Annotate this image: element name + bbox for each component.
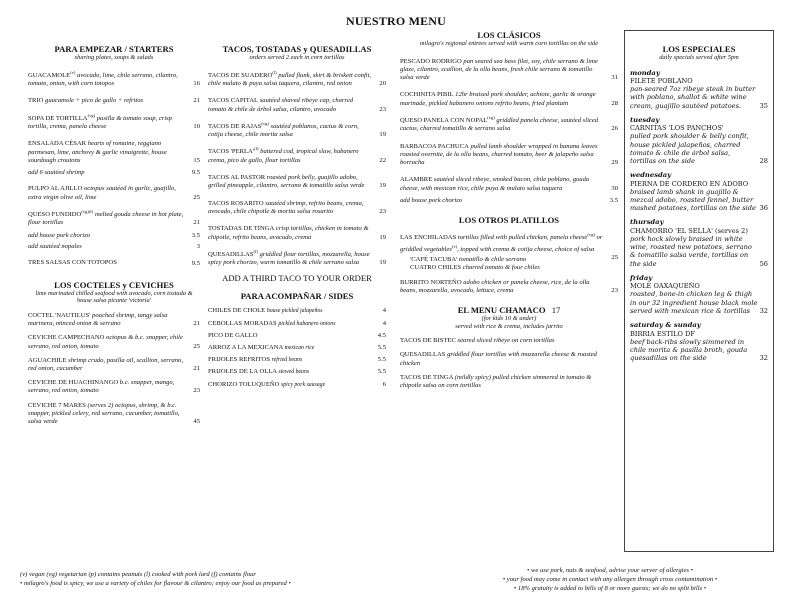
chamaco-price: 17 bbox=[551, 304, 561, 315]
allergy-block bbox=[440, 566, 780, 593]
salsa-option bbox=[410, 264, 604, 272]
salsa-options bbox=[400, 256, 604, 272]
item-desc: 12hr braised pork shoulder, achiote, garlic & orange marinade, pickled habanero onions refrito beans, fried plantain bbox=[400, 91, 596, 107]
especiales-list bbox=[630, 69, 768, 363]
chamaco-subtitle-2: served with rice & crema, includes jarrito bbox=[455, 322, 563, 330]
item-name: CEVICHE CAMPECHANO bbox=[28, 334, 105, 342]
side-desc: pickled habanero onions bbox=[278, 320, 336, 327]
especiales-title: LOS ESPECIALES bbox=[662, 44, 736, 54]
special-price: 35 bbox=[759, 101, 768, 110]
clasico-item bbox=[400, 173, 618, 193]
enchiladas-name: LAS ENCHILADAS bbox=[400, 234, 457, 242]
special-3 bbox=[630, 218, 768, 267]
item-price: 45 bbox=[193, 417, 200, 425]
kids-item bbox=[400, 337, 618, 345]
special-price: 32 bbox=[759, 307, 768, 316]
side-item bbox=[208, 356, 386, 364]
item-name: COCTEL 'NAUTILUS' bbox=[28, 311, 91, 319]
side-name: FRIJOLES DE LA OLLA bbox=[208, 368, 277, 376]
item-desc: sautéed sliced ribeye, smoked bacon, chile poblano, gouda cheese, with mexican rice, chile puya & mulato salsa taquera bbox=[400, 176, 590, 192]
item-desc: add house pork chorizo bbox=[400, 197, 463, 205]
item-price: 3 bbox=[196, 243, 200, 251]
special-price: 32 bbox=[759, 354, 768, 363]
kids-item bbox=[400, 351, 618, 367]
special-1 bbox=[630, 116, 768, 165]
item-desc: octopus & b.c. snapper, chile serrano, red onion, tomato bbox=[28, 334, 183, 350]
taco-item bbox=[208, 222, 386, 242]
starter-item bbox=[28, 208, 200, 228]
special-dish: CHAMORRO 'EL SELLA' (serves 2) bbox=[630, 226, 748, 235]
starter-item bbox=[28, 182, 200, 202]
clasico-item bbox=[400, 114, 618, 134]
vegetarian-mark: (vg) bbox=[587, 232, 595, 238]
dietary-mark: (vg)(f) bbox=[81, 208, 94, 214]
item-desc: hearts of romaine, reggiano parmesan, lime, anchovy & garlic vinaigrette, house sourdough croutons bbox=[28, 140, 167, 164]
starter-item bbox=[28, 137, 200, 165]
item-desc: sautéed shrimp, refrito beans, crema, avocado, chile chipotle & morita salsa rosarito bbox=[208, 199, 364, 215]
item-name: TRIO bbox=[28, 97, 44, 105]
ceviche-item bbox=[28, 312, 200, 328]
side-item bbox=[208, 368, 386, 376]
item-price: 20 bbox=[379, 79, 386, 87]
special-desc: pulled pork shoulder & belly confit, house pickled jalapeños, charred tomato & chile de árbol salsa, tortillas on the side bbox=[630, 132, 749, 166]
special-dish: CARNITAS 'LOS PANCHOS' bbox=[630, 124, 724, 133]
salsa-desc: charred tomato & four chiles bbox=[462, 264, 540, 272]
special-price: 56 bbox=[759, 259, 768, 268]
item-name: CEVICHE 7 MARES bbox=[28, 401, 86, 409]
tacos-title: TACOS, TOSTADAS y QUESADILLAS bbox=[222, 44, 372, 54]
item-desc: roasted pork belly, guajillo adobo, grilled pineapple, cilantro, serrano & tomatillo salsa verde bbox=[208, 174, 365, 190]
item-desc: add sautéed nopales bbox=[28, 243, 82, 251]
dietary-mark: (vg) bbox=[261, 120, 269, 126]
salsa-option bbox=[410, 256, 604, 264]
starter-item bbox=[28, 166, 200, 177]
clasico-item bbox=[400, 194, 618, 205]
special-day: friday bbox=[630, 273, 653, 282]
item-price: 16 bbox=[193, 79, 200, 87]
vegan-mark: (v) bbox=[451, 243, 458, 249]
starters-subtitle: sharing plates, soups & salads bbox=[74, 54, 154, 61]
ceviche-item bbox=[28, 402, 200, 427]
taco-item bbox=[208, 197, 386, 217]
item-price: 21 bbox=[193, 320, 200, 328]
enchiladas-item bbox=[400, 231, 618, 272]
side-price: 5.5 bbox=[377, 368, 386, 376]
special-dish: BIRRIA ESTILO DF bbox=[630, 329, 695, 338]
item-price: 28 bbox=[611, 99, 618, 107]
side-name: CHILES DE CHOLE bbox=[208, 307, 266, 315]
clasicos-column bbox=[400, 30, 618, 396]
item-name: QUESADILLAS bbox=[208, 250, 254, 258]
item-name: TACOS DE SUADERO bbox=[208, 71, 273, 79]
item-name: PESCADO RODRIGO bbox=[400, 57, 462, 65]
item-name: SOPA DE TORTILLA bbox=[28, 114, 88, 122]
taco-item bbox=[208, 145, 386, 165]
side-name: PICO DE GALLO bbox=[208, 331, 258, 339]
taco-item bbox=[208, 94, 386, 114]
starters-column bbox=[28, 44, 200, 432]
special-day: saturday & sunday bbox=[630, 321, 701, 330]
item-name: QUESO PANELA CON NOPAL bbox=[400, 117, 488, 125]
tacos-column bbox=[208, 44, 386, 393]
special-dish: MOLE OAXAQUEÑO bbox=[630, 282, 700, 291]
item-desc: poached shrimp, tangy salsa marinera, minced onion & serrano bbox=[28, 311, 168, 328]
item-price: 19 bbox=[379, 233, 386, 241]
item-desc: sautéed poblanos, cactus & corn, cotija cheese, chile morita salsa bbox=[208, 122, 359, 139]
item-price: 15 bbox=[193, 156, 200, 164]
chamaco-list bbox=[400, 337, 618, 390]
item-price: 3.5 bbox=[609, 197, 618, 205]
sides-title: PARA ACOMPAÑAR / SIDES bbox=[240, 291, 354, 302]
side-item bbox=[208, 332, 386, 340]
side-price: 5.5 bbox=[377, 343, 386, 351]
item-price: 31 bbox=[611, 74, 618, 82]
taco-item bbox=[208, 248, 386, 268]
item-desc: avocado, lime, chile serrano, cilantro, tomato, onion, with corn totopos bbox=[28, 71, 178, 87]
side-price: 4 bbox=[382, 319, 386, 327]
item-desc: octopus sautéed in garlic, guajillo, extra virgin olive oil, lime bbox=[28, 185, 176, 201]
item-price: 26 bbox=[611, 125, 618, 133]
special-5 bbox=[630, 321, 768, 362]
item-price: 23 bbox=[379, 207, 386, 215]
tacos-subtitle: orders served 2 each in corn tortillas bbox=[249, 54, 345, 61]
item-name: TACOS AL PASTOR bbox=[208, 174, 266, 182]
item-desc: griddled flour tortillas with mozzarella cheese & roasted chicken bbox=[400, 351, 597, 367]
enchiladas-desc2: , topped with crema & cotija cheese, choice of salsa bbox=[457, 245, 595, 253]
special-price: 36 bbox=[759, 204, 768, 213]
clasicos-title: LOS CLÁSICOS bbox=[477, 30, 541, 40]
enchiladas-price: 25 bbox=[611, 254, 618, 262]
special-2 bbox=[630, 171, 768, 212]
item-price: 3.5 bbox=[191, 231, 200, 239]
chamaco-subtitle-1: (for kids 10 & under) bbox=[481, 314, 537, 322]
menu-title: NUESTRO MENU bbox=[345, 14, 447, 28]
item-desc: sautéed shaved ribeye cap, charred tomato & chile de árbol salsa, cilantro, avocado bbox=[208, 97, 354, 113]
tacos-list bbox=[208, 69, 386, 268]
salsa-desc: tomatillo & chile serrano bbox=[459, 256, 527, 264]
item-desc: pan seared sea bass filet, soy, chile serrano & lime glaze, cilantro, scallion, de la olla beans, fresh chile serrano & tomatillo salsa verde bbox=[400, 57, 598, 82]
taco-item bbox=[208, 171, 386, 191]
item-desc: griddled panela cheese, sautéed sliced cactus, charred tomatillo & serrano salsa bbox=[400, 117, 599, 133]
taco-item bbox=[208, 69, 386, 89]
item-name: ENSALADA CÉSAR bbox=[28, 140, 87, 148]
special-desc: pork hock slowly braised in white wine, roasted new potatoes, serrano & tomatillo salsa verde, tortillas on the side bbox=[630, 235, 752, 268]
item-price: 10 bbox=[193, 122, 200, 130]
dietary-mark: (v) bbox=[70, 69, 76, 75]
item-price: 9.5 bbox=[191, 169, 200, 177]
dietary-mark: (f) bbox=[253, 248, 258, 254]
item-price: 23 bbox=[193, 387, 200, 395]
item-desc: (serves 2) octopus, shrimp, & b.c. snapper, pickled celery, red serrano, cucumber, tomatillo, salsa verde bbox=[28, 401, 180, 425]
dietary-mark: (vg) bbox=[87, 112, 96, 118]
side-desc: mexican rice bbox=[284, 344, 315, 351]
side-name: CHORIZO TOLUQUEÑO bbox=[208, 380, 280, 388]
item-name: AGUACHILE bbox=[28, 356, 67, 364]
ceviche-item bbox=[28, 379, 200, 395]
special-desc: roasted, bone-in chicken leg & thigh in our 32 ingredient house black mole served with mexican rice & tortillas bbox=[630, 290, 758, 315]
item-desc: pulled lamb shoulder wrapped in banana leaves roasted overnite, de la olla beans, charred tomato, beer & jalapeño salsa borracha bbox=[400, 142, 598, 167]
item-price: 19 bbox=[379, 131, 386, 139]
item-name: PULPO AL AJILLO bbox=[28, 185, 83, 193]
item-desc: battered cod, tropical slaw, habanero crema, pico de gallo, flour tortillas bbox=[208, 148, 359, 164]
special-day: monday bbox=[630, 68, 660, 77]
item-price: 22 bbox=[379, 156, 386, 164]
starter-item bbox=[28, 229, 200, 240]
item-name: CEVICHE DE HUACHINANGO bbox=[28, 379, 119, 387]
special-day: thursday bbox=[630, 218, 664, 227]
starter-item bbox=[28, 112, 200, 132]
dietary-mark: (l) bbox=[272, 69, 277, 75]
dietary-mark: (vg) bbox=[487, 114, 495, 120]
item-price: 30 bbox=[611, 184, 618, 192]
item-price: 25 bbox=[193, 342, 200, 350]
item-desc: pasilla & tomato soup, crisp tortilla, crema, panela cheese bbox=[28, 114, 173, 130]
allergy-note-1: • we use pork, nuts & seafood, advise your server of allergies • bbox=[527, 567, 693, 574]
enchiladas-veg-option: or griddled vegetables bbox=[400, 234, 603, 253]
special-4 bbox=[630, 274, 768, 315]
starter-item bbox=[28, 69, 200, 89]
especiales-subtitle: daily specials served after 5pm bbox=[659, 54, 739, 61]
item-name: COCHINITA PIBIL bbox=[400, 91, 454, 99]
burrito-price: 23 bbox=[611, 286, 618, 294]
ceviche-item bbox=[28, 357, 200, 373]
item-desc: add house pork chorizo bbox=[28, 231, 91, 239]
clasicos-subtitle: milagro's regional entrees served with warm corn tortillas on the side bbox=[419, 40, 599, 47]
starters-list bbox=[28, 69, 200, 268]
burrito-desc: adobo chicken or panela cheese, rice, de la olla beans, mozzarella, avocado, lettuce, crema bbox=[400, 278, 590, 294]
item-name: TOSTADAS DE TINGA bbox=[208, 225, 275, 233]
side-item bbox=[208, 307, 386, 315]
item-price: 23 bbox=[379, 105, 386, 113]
side-name: FRIJOLES REFRITOS bbox=[208, 356, 270, 364]
side-item bbox=[208, 320, 386, 328]
taco-item bbox=[208, 120, 386, 140]
side-item bbox=[208, 344, 386, 352]
chamaco-title-text: EL MENU CHAMACO bbox=[457, 304, 546, 315]
item-name: TACOS DE RAJAS bbox=[208, 122, 262, 130]
special-day: tuesday bbox=[630, 115, 660, 124]
especiales-column bbox=[630, 44, 768, 368]
clasico-item bbox=[400, 55, 618, 83]
item-price: 9.5 bbox=[191, 259, 200, 267]
side-item bbox=[208, 381, 386, 389]
ceviche-item bbox=[28, 334, 200, 350]
starter-item bbox=[28, 256, 200, 267]
cocteles-list bbox=[28, 312, 200, 426]
side-desc: house pickled jalapeños bbox=[266, 308, 323, 315]
side-desc: spicy pork sausage bbox=[281, 381, 326, 388]
item-desc: add 6 sautéed shrimp bbox=[28, 169, 85, 177]
clasicos-list bbox=[400, 55, 618, 206]
enchiladas-desc: tortillas filled with pulled chicken, panela cheese bbox=[457, 234, 588, 242]
item-name: TACOS DE BISTEC bbox=[400, 337, 456, 345]
special-dish: FILETE POBLANO bbox=[630, 77, 693, 85]
spicy-note: • milagro's food is spicy, we use a variety of chiles for flavour & cilantro; enjoy our food as prepared • bbox=[20, 580, 291, 587]
item-name: TACOS 'PERLA' bbox=[208, 148, 254, 156]
item-price: 21 bbox=[193, 364, 200, 372]
starters-title: PARA EMPEZAR / STARTERS bbox=[54, 44, 174, 54]
item-desc: (mildly spicy) pulled chicken simmered in tomato & chipotle salsa on corn tortillas bbox=[400, 373, 592, 389]
item-desc: melted gouda cheese in hot plate, flour tortillas bbox=[28, 211, 184, 227]
side-desc: refried beans bbox=[271, 357, 303, 364]
clasico-item bbox=[400, 88, 618, 108]
item-desc: shrimp crudo, pasilla oil, scallion, serrano, red onion, cucumber bbox=[28, 356, 183, 372]
item-name: QUESO FUNDIDO bbox=[28, 211, 82, 219]
item-desc: guacamole + pico de gallo + refritos bbox=[45, 97, 144, 105]
side-price: 4 bbox=[382, 307, 386, 315]
item-name: TACOS ROSARITO bbox=[208, 199, 264, 207]
special-desc: pan-seared 7oz ribeye steak in butter with poblano, shallot & white wine cream, guajillo sautéed potatoes. bbox=[630, 85, 756, 110]
item-price: 21 bbox=[193, 219, 200, 227]
salsa-name: 'CAFÉ TACUBA' bbox=[410, 256, 458, 264]
special-dish: PIERNA DE CORDERO EN ADOBO bbox=[630, 179, 749, 188]
item-desc: griddled flour tortillas, mozzarella, house spicy pork chorizo, warm tomatillo & chile serrano salsa bbox=[208, 250, 370, 267]
clasico-item bbox=[400, 140, 618, 168]
platillos-title: LOS OTROS PLATILLOS bbox=[458, 215, 560, 226]
side-name: ARROZ A LA MEXICANA bbox=[208, 343, 283, 351]
special-desc: braised lamb shank in guajillo & mezcal adobo, roasted fennel, butter mashed potatoes, tortillas on the side bbox=[630, 187, 756, 213]
item-price: 25 bbox=[193, 193, 200, 201]
item-desc: pulled flank, skirt & briskett confit, chile mulato & puya salsa taquera, cilantro, red onion bbox=[208, 71, 372, 87]
side-price: 5.5 bbox=[377, 356, 386, 364]
item-desc: seared sliced ribeye on corn tortillas bbox=[457, 337, 555, 345]
item-name: ALAMBRE bbox=[400, 176, 433, 184]
dietary-legend: (v) vegan (vg) vegetarian (p) contains peanuts (l) cooked with pork lard (f) contains flour bbox=[20, 571, 256, 578]
salsa-name: CUATRO CHILES bbox=[410, 264, 462, 272]
cocteles-subtitle: lime marinated chilled seafood with avocado, corn tostada & house salsa picante 'victoria' bbox=[35, 289, 193, 305]
item-price: 29 bbox=[611, 159, 618, 167]
burrito-name: BURRITO NORTEÑO bbox=[400, 278, 462, 286]
starter-item bbox=[28, 240, 200, 251]
special-desc: beef back-ribs slowly simmered in chile morita & pasilla broth, gouda quesadillas on the side bbox=[630, 337, 748, 363]
special-0 bbox=[630, 69, 768, 110]
item-desc: crisp tortillas, chicken in tomato & chipotle, refrito beans, avocado, crema bbox=[208, 225, 369, 241]
gratuity-note: • 18% gratuity is added to bills of 8 or more guests; we do no split bills • bbox=[513, 585, 707, 592]
side-name: CEBOLLAS MORADAS bbox=[208, 319, 277, 327]
chamaco-title bbox=[400, 305, 618, 315]
item-name: BARBACOA PACHUCA bbox=[400, 142, 469, 150]
side-desc: stewed beans bbox=[278, 369, 310, 376]
side-price: 4.5 bbox=[377, 331, 386, 339]
item-price: 19 bbox=[379, 182, 386, 190]
sides-list bbox=[208, 307, 386, 388]
item-price: 21 bbox=[193, 97, 200, 105]
burrito-item bbox=[400, 279, 618, 295]
allergy-note-2: • your food may come in contact with any allergen through cross contamination • bbox=[502, 576, 718, 583]
starter-item bbox=[28, 94, 200, 105]
cocteles-title: LOS COCTELES y CEVICHES bbox=[54, 279, 174, 290]
legend-block bbox=[20, 570, 420, 588]
side-price: 6 bbox=[382, 380, 386, 388]
dietary-mark: (f) bbox=[254, 146, 259, 152]
special-day: wednesday bbox=[630, 171, 672, 180]
kids-item bbox=[400, 374, 618, 390]
item-name: QUESADILLAS bbox=[400, 351, 446, 359]
item-desc: b.c. snapper, mango, serrano, red onion, tomato bbox=[28, 379, 175, 395]
add-taco-note: ADD A THIRD TACO TO YOUR ORDER bbox=[222, 273, 372, 284]
item-name: TACOS DE TINGA bbox=[400, 373, 454, 381]
special-price: 28 bbox=[759, 157, 768, 166]
item-name: TACOS CAPITAL bbox=[208, 97, 259, 105]
item-price: 19 bbox=[379, 259, 386, 267]
item-name: TRES SALSAS CON TOTOPOS bbox=[28, 259, 117, 267]
item-name: GUACAMOLE bbox=[28, 71, 71, 79]
